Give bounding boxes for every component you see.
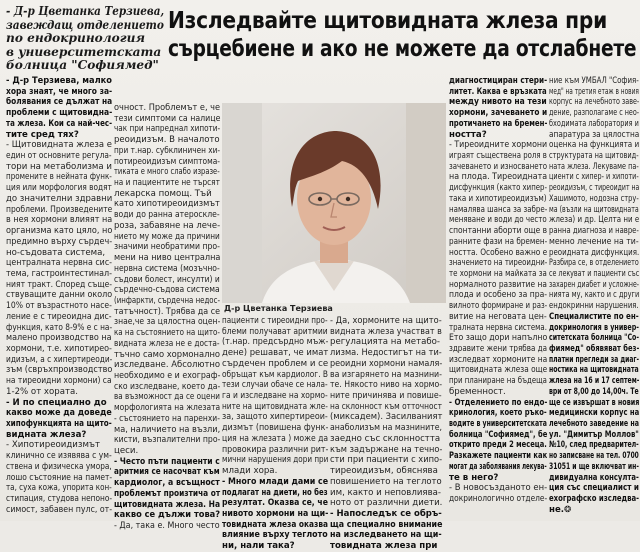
portrait-illustration xyxy=(222,103,446,303)
article-column-1 xyxy=(6,76,112,521)
text-line: - състоянието на паренхи- xyxy=(114,413,220,424)
question-line: какво се дължи това? xyxy=(114,510,221,521)
headline-line: сърцебиене и ако не можете да отслабнете xyxy=(168,34,637,62)
text-line: симост, забавен пулс, от- xyxy=(6,504,113,515)
question-line: - Често пъти пациенти с xyxy=(114,456,220,467)
text-line: млади хора. xyxy=(222,466,278,477)
text-line: ва възможност да се оцени xyxy=(114,392,220,403)
text-line: ствена и физическа умора, xyxy=(6,461,112,472)
text-line: ма, наличието на възли, xyxy=(114,424,221,435)
text-line: тори на метаболизма и xyxy=(6,161,112,172)
text-line: оценка на функцията и xyxy=(549,140,640,151)
text-line: захарен диабет и усложне- xyxy=(549,279,640,290)
question-line: болница "Софиямед", бе xyxy=(449,429,548,440)
text-line: обръщат към кардиолог. В xyxy=(222,369,328,380)
text-line: дисфункция (както хипер- xyxy=(449,183,547,194)
text-line: очност. Проблемът е, че xyxy=(114,103,221,113)
text-line: ция на жлезата ) може да xyxy=(222,433,329,444)
kicker-line: - Д-р Цветанка Терзиева, xyxy=(6,3,165,18)
question-line: ностика на щитовидната xyxy=(549,365,639,376)
question-line: Разкажете пациенти как xyxy=(449,451,548,462)
text-line: - Да, така е. Много често xyxy=(114,521,220,532)
text-line: на и пациентите не търсят xyxy=(114,178,220,189)
text-line: към задържане на течно- xyxy=(330,444,443,455)
text-line: ранните фази на бремен- xyxy=(449,236,548,247)
question-line: диагностициран стери- xyxy=(449,76,548,86)
text-line: хормони, т.е. хипотирео- xyxy=(6,343,112,354)
text-line: предимно върху сърдеч- xyxy=(6,236,113,247)
kicker-line: в университетската xyxy=(6,43,162,59)
text-line: (т.нар. предсърдно мъж- xyxy=(222,337,329,348)
text-line: води до ранна атероскле- xyxy=(114,210,220,221)
text-line: ността. Особено важно е xyxy=(449,247,548,258)
text-line: централната нервна сис- xyxy=(6,258,113,269)
text-line: така и хипотиреоидизъм) xyxy=(449,193,547,204)
text-line: Хашимото, нодозна стру- xyxy=(549,193,639,204)
question-line: щитовидната жлеза. На xyxy=(114,499,221,510)
text-line: ско изследване, което да- xyxy=(114,381,221,392)
text-line: един от основните регула- xyxy=(6,151,112,162)
question-line: ври от 8,00 до 14,00ч. Те xyxy=(549,386,639,397)
question-line: ул. "Димитър Моллов" xyxy=(549,429,639,440)
text-line: докринологично отделе- xyxy=(449,494,548,505)
text-line: проблеми. Произведените xyxy=(6,204,113,215)
text-line: реоидната дисфункция. xyxy=(549,247,640,258)
question-line: ция със специалист и xyxy=(549,483,639,494)
text-line: - Да, хормоните на щито- xyxy=(330,316,442,326)
text-line: дизмът (повишена функ- xyxy=(222,423,329,434)
text-line: провокира различни рит- xyxy=(222,444,329,455)
question-line: водите в университетската xyxy=(449,419,547,429)
kicker-line: болница "Софиямед" xyxy=(6,57,159,73)
text-line: тези случаи обаче се нала- xyxy=(222,380,328,391)
text-line: ендокринни нарушения. xyxy=(549,301,639,312)
question-line: №10, след предварител- xyxy=(549,440,639,451)
question-line: могат да заболявания лекува- xyxy=(449,461,547,472)
kicker-line: по ендокринология xyxy=(6,30,146,46)
text-line: ние към УМБАЛ "София- xyxy=(549,76,639,86)
text-line: за, защото хипертиреои- xyxy=(222,412,328,423)
text-line: кисти, възпалителни про- xyxy=(114,435,221,446)
text-line: тралната нервна система. xyxy=(449,322,547,333)
question-line: - Отделението по ендо- xyxy=(449,397,548,408)
text-line: анаболизъм на мазнините, xyxy=(330,423,443,434)
text-line: тези симптоми са налице xyxy=(114,113,221,124)
text-line: повишението на теглото xyxy=(330,476,442,487)
question-line: открито преди 2 месеца. xyxy=(449,440,547,451)
question-line: видната жлеза? xyxy=(6,429,87,440)
doctor-portrait-photo xyxy=(222,103,446,303)
question-line: между нивото на тези xyxy=(449,97,547,108)
text-line: га и изследване на хормо- xyxy=(222,391,328,402)
text-line: апаратура за цялостна xyxy=(549,129,640,140)
text-line: до значителни здравни xyxy=(6,193,113,204)
text-line: - Тиреоидните хормони xyxy=(449,140,548,151)
text-line: клинично се изявява с ум- xyxy=(6,451,112,462)
question-line: тите сред тях? xyxy=(6,129,79,140)
question-line: - Напоследък се обръ- xyxy=(330,508,442,519)
text-line: потиреоидизъм симптома- xyxy=(114,156,220,167)
question-line: литет. Каква е връзката xyxy=(449,86,547,97)
text-line: те хормони на майката за xyxy=(449,268,547,279)
kicker-line: завеждащ отделението xyxy=(6,16,164,32)
text-line: сърдечно-съдова система xyxy=(114,285,220,296)
question-line: нивото хормони на щи- xyxy=(222,508,329,519)
text-line: цеси. xyxy=(114,446,139,456)
question-line: медицински корпус на xyxy=(549,408,640,419)
kicker-subtitle xyxy=(6,4,166,72)
question-line: фиямед" обявяват без- xyxy=(549,343,640,354)
text-line: те. Някосто ниво на хормо- xyxy=(330,380,443,391)
text-line: ма (възли на щитовидната xyxy=(549,204,639,215)
text-line: ният тракт. Според съще- xyxy=(6,279,113,290)
question-line: на изследването на щи- xyxy=(330,530,442,541)
text-line: - Щитовидната жлеза е xyxy=(6,140,112,151)
text-line: ната жлеза. Лекуваме па- xyxy=(549,161,639,172)
text-line: малено производство на xyxy=(6,333,112,344)
article-column-6 xyxy=(549,76,639,521)
article-column-3 xyxy=(222,316,329,552)
text-line: тиката е много слабо изразе- xyxy=(114,167,220,178)
text-line: им, както и неповлиява- xyxy=(330,487,442,498)
text-line: циенти с хипер- и хипоти- xyxy=(549,172,639,183)
question-line: - И по специално до xyxy=(6,397,107,408)
text-line: реоидни хормони намаля- xyxy=(330,358,443,369)
text-line: нервна система (мозъчно- xyxy=(114,263,220,274)
text-line: ка на състоянието на щито- xyxy=(114,328,220,339)
text-line: като хипотиреоидизмът xyxy=(114,199,220,210)
question-line: не.❂ xyxy=(549,504,572,515)
text-line: жлеза) и др. Целта ни е xyxy=(549,215,640,226)
text-line: мед" на третия етаж в новия xyxy=(549,86,639,97)
text-line: значими необратими про- xyxy=(114,242,220,253)
question-line: Специалистите по ен- xyxy=(549,311,639,322)
text-line: ното от различни диети. xyxy=(330,498,443,509)
question-line: товидната жлеза оказва xyxy=(222,519,329,530)
text-line: (миксадем). Засилваният xyxy=(330,412,443,423)
text-line: роза, забавяне на лече- xyxy=(114,220,221,231)
text-line: менно лечение на ти- xyxy=(549,236,639,247)
text-line: дене) решават, че имат xyxy=(222,348,329,359)
text-line: 10% от възрастното насе- xyxy=(6,301,112,312)
question-line: товидната жлеза при xyxy=(330,541,438,552)
text-line: спонтанни аборти още в xyxy=(449,226,548,237)
text-line: лизма. Недостигът на ти- xyxy=(330,348,442,359)
text-line: ствуващите данни около xyxy=(6,290,113,301)
text-line: сти при пациенти с хипо- xyxy=(330,455,443,466)
text-line: здравите жени трябва да xyxy=(449,343,548,354)
text-line: морфологията на жлезата xyxy=(114,403,221,414)
question-line: та жлеза. Кои са най-чес- xyxy=(6,118,113,129)
question-line: кринология, което ръко- xyxy=(449,408,547,419)
article-column-5 xyxy=(449,76,547,521)
question-line: те в него? xyxy=(449,472,499,483)
text-line: тъчно само хормонално xyxy=(114,349,221,360)
question-line: протичането на бремен- xyxy=(449,118,548,129)
text-line: лошо състояние на памет- xyxy=(6,472,113,483)
text-line: сърдечен проблем и се xyxy=(222,358,329,369)
text-line: реоидизъм, с тиреоидит на xyxy=(549,183,640,194)
text-line: чак при напреднал хипоти- xyxy=(114,124,221,135)
text-line: та, суха кожа, упорита кон- xyxy=(6,483,112,494)
text-line: зъм (свръхпроизводство xyxy=(6,365,113,376)
text-line: лекарска помощ. Тъй xyxy=(114,188,212,199)
text-line: меняване и води до често xyxy=(449,215,547,226)
text-line: вилното формиране и раз- xyxy=(449,301,548,312)
question-line: платни прегледи за диаг- xyxy=(549,354,640,365)
text-line: тема, гастроинтестинал- xyxy=(6,268,113,279)
text-line: ва изгарянето на мазнини- xyxy=(330,369,442,380)
question-line: но записване на тел. 0700 xyxy=(549,451,639,462)
question-line: ността? xyxy=(449,129,487,140)
question-line: ситетската болница "Со- xyxy=(549,333,639,344)
text-line: на тиреоидни хормони) са xyxy=(6,376,112,387)
question-line: жлеза на 16 и 17 септем- xyxy=(549,376,640,387)
text-line: регулацията на метабо- xyxy=(330,337,441,348)
question-line: хормони, зачеването и xyxy=(449,108,548,119)
text-line: щитовидната жлеза още xyxy=(449,365,548,376)
text-line: нията му, както и с други xyxy=(549,290,640,301)
text-line: ция или морфология водят xyxy=(6,183,112,194)
question-line: аритмия се насочват към xyxy=(114,467,220,478)
text-line: плода и особено за пра- xyxy=(449,290,548,301)
text-line: (инфаркти, сърдечна недос- xyxy=(114,295,220,306)
text-line: ните на щитовидната жле- xyxy=(222,401,328,412)
question-line: дивидуална консулта- xyxy=(549,472,639,483)
text-line: Ето защо дори напълно xyxy=(449,333,548,344)
text-line: видната жлеза не е доста- xyxy=(114,338,220,349)
text-line: се лекуват и пациенти със xyxy=(549,268,640,279)
question-line: проблеми с щитовидна- xyxy=(6,108,113,119)
text-line: татъчност). Трябва да се xyxy=(114,306,221,317)
text-line: ление е с тиреоидна дис- xyxy=(6,311,112,322)
text-line: мични нарушения дори при xyxy=(222,455,329,466)
question-line: подлагат на диети, но без xyxy=(222,487,328,498)
text-line: на плода. Тиреоидната xyxy=(449,172,548,183)
article-headline xyxy=(168,6,637,62)
article-column-2 xyxy=(114,103,221,532)
text-line: реоидизъм. В началото xyxy=(114,135,220,146)
photo-caption: Д-р Цветанка Терзиева xyxy=(224,304,333,313)
text-line: корпус на лечебното заве- xyxy=(549,97,640,108)
text-line: мени на ниво централна xyxy=(114,253,221,264)
text-line: но-съдовата система, xyxy=(6,247,106,258)
text-line: ранна диагноза и навре- xyxy=(549,226,639,237)
question-line: ехографско изследва- xyxy=(549,494,640,505)
text-line: 1-2% от хората. xyxy=(6,386,78,397)
text-line: - В новосъзданото ен- xyxy=(449,483,548,494)
question-line: ще се извършат в новия xyxy=(549,397,640,408)
text-line: в нея хормони влияят на xyxy=(6,215,113,226)
text-line: нието му може да причини xyxy=(114,231,220,242)
text-line: бременност. xyxy=(449,386,506,397)
question-line: хора знаят, че много за- xyxy=(6,86,113,97)
text-line: съдови болест, инсулти) и xyxy=(114,274,220,285)
text-line: стипация, студова непоно- xyxy=(6,494,113,505)
question-line: докринология в универ- xyxy=(549,322,639,333)
question-line: хипофункцията на щито- xyxy=(6,419,112,429)
text-line: при т.нар. субклиничен хи- xyxy=(114,145,221,156)
text-line: при планиране на бъдеща xyxy=(449,376,547,387)
text-line: знае,че за цялостна оцен- xyxy=(114,317,221,328)
text-line: на склонност към отточност xyxy=(330,401,442,412)
question-line: ща специално внимание xyxy=(330,519,443,530)
text-line: организма като цяло, но xyxy=(6,226,113,237)
text-line: тиреоидизъм, обяснява xyxy=(330,466,438,477)
text-line: ните причинява и повише- xyxy=(330,391,442,402)
question-line: 31051 и ще включват ин- xyxy=(549,461,639,472)
text-line: видната жлеза участват в xyxy=(330,326,442,337)
text-line: идизъм, а с хипертиреоди- xyxy=(6,354,113,365)
headline-line: Изследвайте щитовидната жлеза при xyxy=(168,6,607,34)
text-line: витие на неговата цен- xyxy=(449,311,547,322)
question-line: влияние върху теглото xyxy=(222,530,328,541)
text-line: играят съществена роля в xyxy=(449,151,547,162)
text-line: структурата на щитовид- xyxy=(549,151,639,162)
question-line: лечебното заведение на xyxy=(549,419,639,429)
text-line: бходимата лаборатория и xyxy=(549,118,639,129)
text-line: - Хипотиреоидизмът xyxy=(6,440,101,451)
text-line: значението на тиреоидни- xyxy=(449,258,548,269)
question-line: - Д-р Терзиева, малко xyxy=(6,76,112,86)
text-line: намалява шанса за забре- xyxy=(449,204,548,215)
text-line: дение, разполагаме с нео- xyxy=(549,108,640,119)
text-line: изследват хормоните на xyxy=(449,354,548,365)
text-line: Разбира се, в отделението xyxy=(549,258,639,269)
text-line: блеми получават аритмии xyxy=(222,326,328,337)
text-line: пациенти с тиреоидни про- xyxy=(222,316,328,326)
question-line: - Много млади дами се xyxy=(222,476,329,487)
question-line: ни, нали така? xyxy=(222,541,295,552)
text-line: нормалното развитие на xyxy=(449,279,547,290)
text-line: промените в нейната функ- xyxy=(6,172,112,183)
question-line: какво може да доведе xyxy=(6,408,112,419)
text-line: функция, като 8-9% е с на- xyxy=(6,322,113,333)
question-line: болявания се дължат на xyxy=(6,97,113,108)
text-line: заедно със склонността xyxy=(330,433,441,444)
question-line: проблемът произтича от xyxy=(114,488,221,499)
text-line: зачеването и износването xyxy=(449,161,548,172)
text-line: необходимо е и ехограф- xyxy=(114,370,221,381)
text-line: изследване. Абсолютно xyxy=(114,360,221,371)
article-column-4 xyxy=(330,316,443,552)
question-line: кардиолог, а всъщност xyxy=(114,478,220,489)
question-line: резултат. Оказва се, че xyxy=(222,498,328,509)
